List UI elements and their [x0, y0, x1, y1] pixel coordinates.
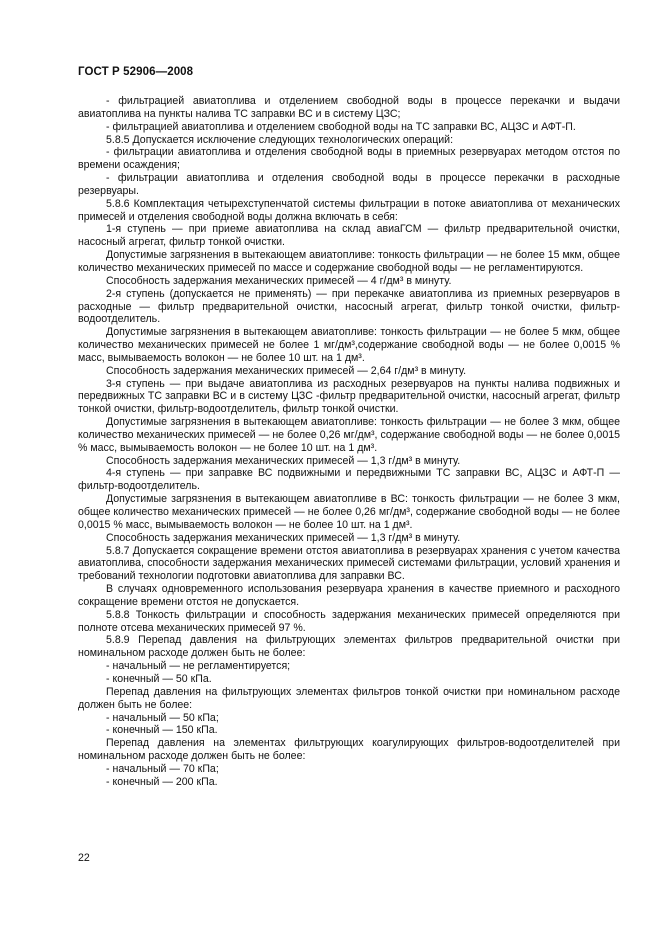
body-paragraph: В случаях одновременного использования резервуара хранения в качестве приемного и расходного сокращение времени отстоя не допускается. [78, 583, 620, 608]
body-paragraph: - начальный — 70 кПа; [106, 762, 219, 775]
body-paragraph: Способность задержания механических примесей — 1,3 г/дм³ в минуту. [106, 531, 461, 544]
body-paragraph: Допустимые загрязнения в вытекающем авиатопливе: тонкость фильтрации — не более 5 мкм, общее количество механических примесей не более 1 мг/дм³,содержание свободной воды — не более 0,0015 % масс, вымываемость волокон — не более 10 шт. на 1 дм³. [78, 326, 620, 364]
body-paragraph: - конечный — 50 кПа. [106, 672, 212, 685]
body-paragraph: - фильтрации авиатоплива и отделения свободной воды в процессе перекачки в расходные резервуары. [78, 172, 620, 197]
body-paragraph: Способность задержания механических примесей — 1,3 г/дм³ в минуту. [106, 454, 461, 467]
body-paragraph: 1-я ступень — при приеме авиатоплива на склад авиаГСМ — фильтр предварительной очистки, насосный агрегат, фильтр тонкой очистки. [78, 223, 620, 249]
page-number: 22 [78, 852, 90, 864]
body-paragraph: - начальный — не регламентируется; [106, 660, 291, 673]
body-paragraph: - фильтрацией авиатоплива и отделением свободной воды на ТС заправки ВС, АЦЗС и АФТ-П. [106, 120, 576, 133]
body-paragraph: Допустимые загрязнения в вытекающем авиатопливе: тонкость фильтрации — не более 15 мкм, общее количество механических примесей по массе и содержание свободной воды — не регламентируются. [78, 249, 620, 274]
document-header: ГОСТ Р 52906—2008 [78, 66, 194, 78]
body-paragraph: Допустимые загрязнения в вытекающем авиатопливе в ВС: тонкость фильтрации — не более 3 мкм, общее количество механических примесей — не более 0,26 мг/дм³, содержание свободной воды — не более 0,0015 % масс, вымываемость волокон — не более 10 шт. на 1 дм³. [78, 493, 620, 531]
body-paragraph: 5.8.6 Комплектация четырехступенчатой системы фильтрации в потоке авиатоплива от механических примесей и отделения свободной воды должна включать в себя: [78, 197, 620, 223]
body-paragraph: 5.8.7 Допускается сокращение времени отстоя авиатоплива в резервуарах хранения с учетом качества авиатоплива, способности задержания механических примесей системами фильтрации, условий хранения и требований технологии подготовки авиатоплива для заправки ВС. [78, 544, 620, 583]
body-paragraph: 4-я ступень — при заправке ВС подвижными и передвижными ТС заправки ВС, АЦЗС и АФТ-П — фильтр-водоотделитель. [78, 467, 620, 493]
body-paragraph: 5.8.9 Перепад давления на фильтрующих элементах фильтров предварительной очистки при номинальном расходе должен быть не более: [78, 634, 620, 660]
body-paragraph: Перепад давления на фильтрующих элементах фильтров тонкой очистки при номинальном расходе должен быть не более: [78, 685, 620, 711]
body-paragraph: Способность задержания механических примесей — 4 г/дм³ в минуту. [106, 274, 452, 287]
body-paragraph: - фильтрацией авиатоплива и отделением свободной воды в процессе перекачки и выдачи авиатоплива на пункты налива ТС заправки ВС и в систему ЦЗС; [78, 95, 620, 120]
body-paragraph: 5.8.5 Допускается исключение следующих технологических операций: [106, 133, 454, 146]
body-paragraph: - начальный — 50 кПа; [106, 711, 219, 724]
body-paragraph: - конечный — 200 кПа. [106, 775, 218, 788]
body-paragraph: 2-я ступень (допускается не применять) — при перекачке авиатоплива из приемных резервуаров в расходные — фильтр предварительной очистки, насосный агрегат, фильтр тонкой очистки, фильтр-водоотделитель. [78, 287, 620, 326]
document-body [78, 95, 620, 789]
body-paragraph: - конечный — 150 кПа. [106, 724, 218, 737]
body-paragraph: Допустимые загрязнения в вытекающем авиатопливе: тонкость фильтрации — не более 3 мкм, общее количество механических примесей — не более 0,26 мг/дм³, содержание свободной воды — не более 0,0015 % масс, вымываемость волокон — не более 10 шт. на 1 дм³. [78, 416, 620, 454]
body-paragraph: 5.8.8 Тонкость фильтрации и способность задержания механических примесей определяются при полноте отсева механических примесей 97 %. [78, 608, 620, 634]
body-paragraph: - фильтрации авиатоплива и отделения свободной воды в приемных резервуарах методом отстоя по времени осаждения; [78, 146, 620, 172]
body-paragraph: Способность задержания механических примесей — 2,64 г/дм³ в минуту. [106, 364, 467, 377]
body-paragraph: Перепад давления на элементах фильтрующих коагулирующих фильтров-водоотделителей при номинальном расходе должен быть не более: [78, 737, 620, 763]
body-paragraph: 3-я ступень — при выдаче авиатоплива из расходных резервуаров на пункты налива подвижных и передвижных ТС заправки ВС и в систему ЦЗС -фильтр предварительной очистки, насосный агрегат, фильтр тонкой очистки, фильтр-водоотделитель, фильтр тонкой очистки. [78, 377, 620, 416]
